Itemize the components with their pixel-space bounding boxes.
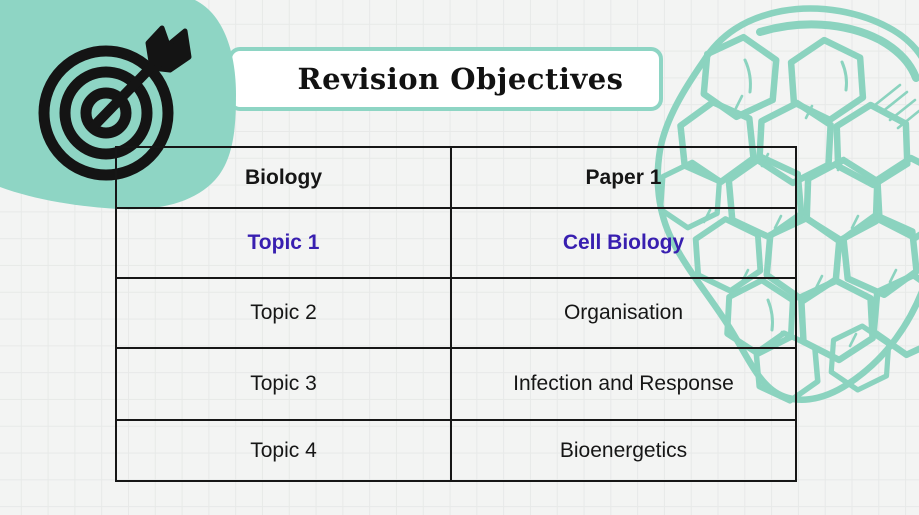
table-header-row: [116, 147, 796, 208]
table-row: [116, 208, 796, 278]
title-banner: [228, 47, 663, 111]
topic-cell: Topic 4: [116, 420, 451, 481]
table-row: [116, 278, 796, 348]
revision-objectives-table: [115, 146, 797, 482]
column-header-paper1: Paper 1: [451, 147, 796, 208]
paper1-cell: Infection and Response: [451, 348, 796, 420]
paper1-cell: Cell Biology: [451, 208, 796, 278]
column-header-biology: Biology: [116, 147, 451, 208]
topic-cell: Topic 3: [116, 348, 451, 420]
table-row: [116, 348, 796, 420]
topic-cell: Topic 1: [116, 208, 451, 278]
topic-cell: Topic 2: [116, 278, 451, 348]
page-title: Revision Objectives: [297, 62, 624, 96]
table-row: [116, 420, 796, 481]
paper1-cell: Bioenergetics: [451, 420, 796, 481]
paper1-cell: Organisation: [451, 278, 796, 348]
